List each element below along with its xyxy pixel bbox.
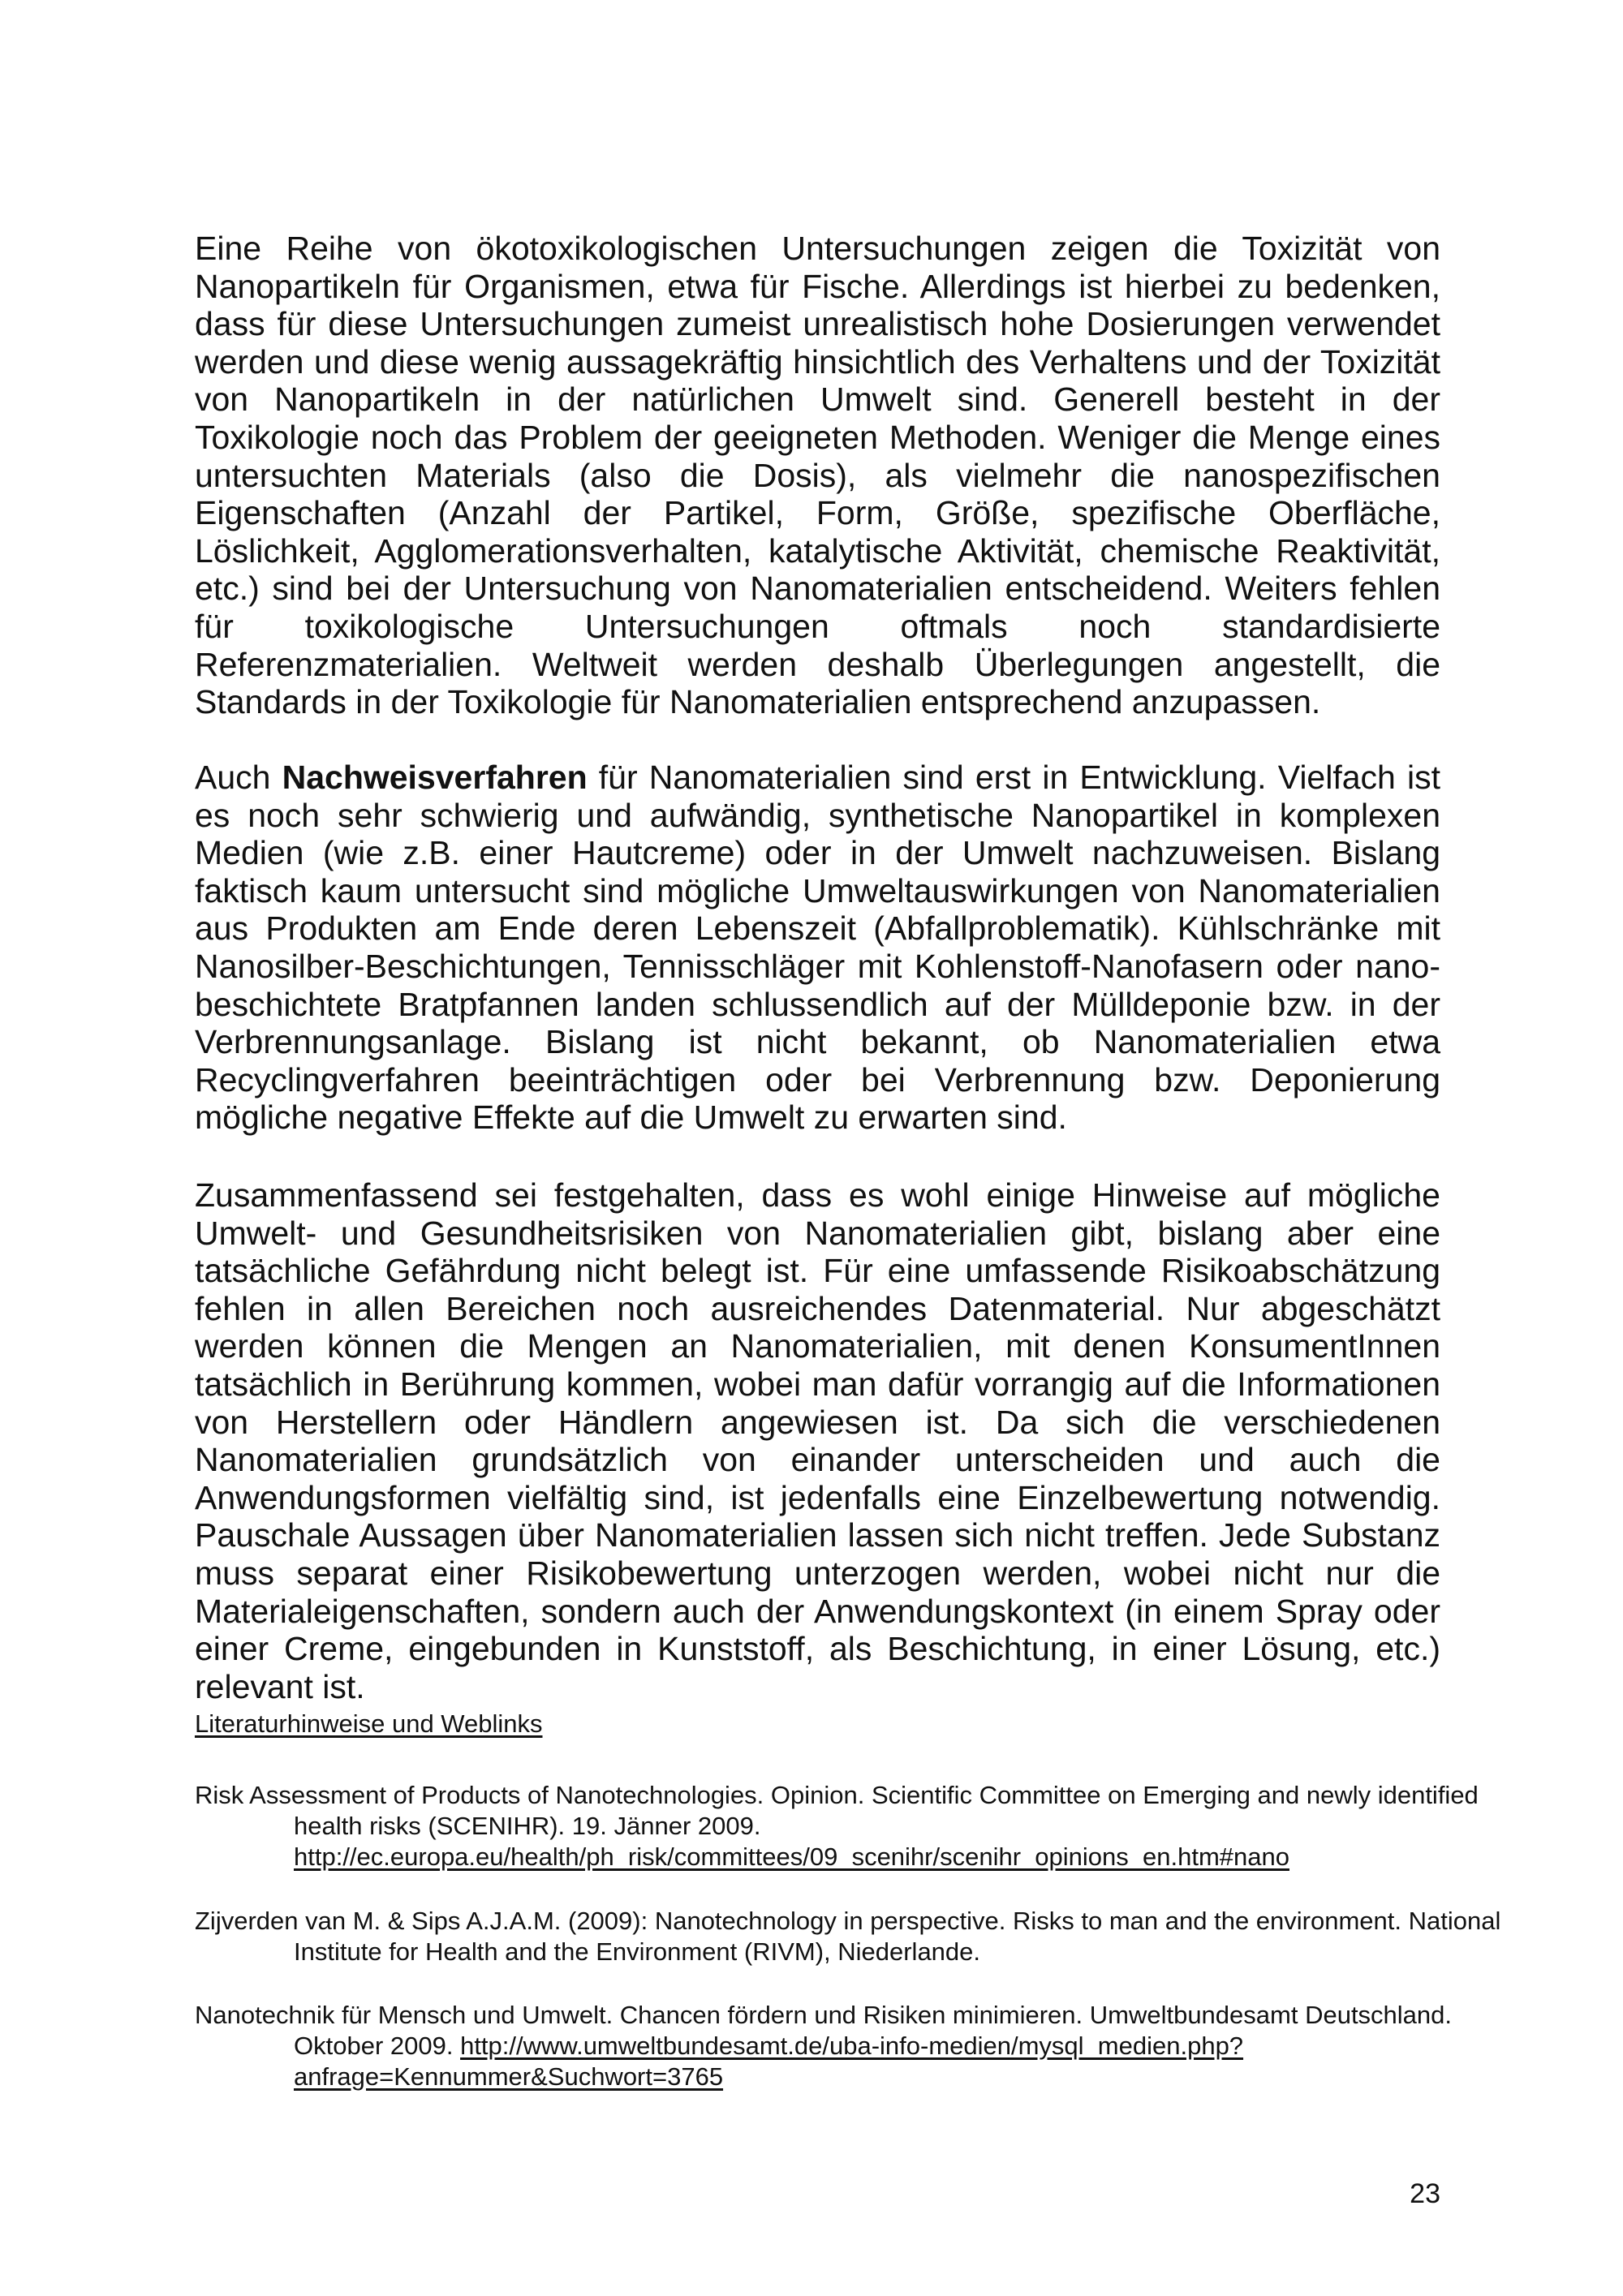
bold-term-nachweisverfahren: Nachweisverfahren — [282, 759, 588, 796]
reference-text: Zijverden van M. & Sips A.J.A.M. (2009): Nanotechnology in perspective. Risks to man and the environment. National Institute for Health and the Environment (RIVM), Niederlande. — [195, 1907, 1501, 1966]
reference-item-scenihr — [195, 1780, 1535, 1872]
page-number: 23 — [1410, 2178, 1440, 2209]
paragraph-detection-methods — [195, 759, 1440, 1137]
paragraph-summary: Zusammenfassend sei festgehalten, dass es wohl einige Hinweise auf mögliche Umwelt- und Gesundheitsrisiken von Nanomaterialien gibt, bislang aber eine tatsächliche Gefährdung nicht belegt ist. Für eine umfassende Risikoabschätzung fehlen in allen Bereichen noch ausreichendes Datenmaterial. Nur abgeschätzt werden können die Mengen an Nanomaterialien, mit denen KonsumentInnen tatsächlich in Berührung kommen, wobei man dafür vorrangig auf die Informationen von Herstellern oder Händlern angewiesen ist. Da sich die verschiedenen Nanomaterialien grundsätzlich von einander unterscheiden und auch die Anwendungsformen vielfältig sind, ist jedenfalls eine Einzelbewertung notwendig. Pauschale Aussagen über Nanomaterialien lassen sich nicht treffen. Jede Substanz muss separat einer Risikobewertung unterzogen werden, wobei nicht nur die Materialeigenschaften, sondern auch der Anwendungskontext (in einem Spray oder einer Creme, eingebunden in Kunststoff, als Beschichtung, in einer Lösung, etc.) relevant ist. — [195, 1176, 1440, 1705]
literature-heading: Literaturhinweise und Weblinks — [195, 1709, 543, 1738]
paragraph-body-text: für Nanomaterialien sind erst in Entwicklung. Vielfach ist es noch sehr schwierig und aufwändig, synthetische Nanopartikel in komplexen Medien (wie z.B. einer Hautcreme) oder in der Umwelt nachzuweisen. Bislang faktisch kaum untersucht sind mögliche Umweltauswirkungen von Nanomaterialien aus Produkten am Ende deren Lebenszeit (Abfallproblematik). Kühlschränke mit Nanosilber-Beschichtungen, Tennisschläger mit Kohlenstoff-Nanofasern oder nano-beschichtete Bratpfannen landen schlussendlich auf der Mülldeponie bzw. in der Verbrennungsanlage. Bislang ist nicht bekannt, ob Nanomaterialien etwa Recyclingverfahren beeinträchtigen oder bei Verbrennung bzw. Deponierung mögliche negative Effekte auf die Umwelt zu erwarten sind. — [195, 759, 1440, 1137]
paragraph-ecotoxicology: Eine Reihe von ökotoxikologischen Untersuchungen zeigen die Toxizität von Nanopartikeln für Organismen, etwa für Fische. Allerdings ist hierbei zu bedenken, dass für diese Untersuchungen zumeist unrealistisch hohe Dosierungen verwendet werden und diese wenig aussagekräftig hinsichtlich des Verhaltens und der Toxizität von Nanopartikeln in der natürlichen Umwelt sind. Generell besteht in der Toxikologie noch das Problem der geeigneten Methoden. Weniger die Menge eines untersuchten Materials (also die Dosis), als vielmehr die nanospezifischen Eigenschaften (Anzahl der Partikel, Form, Größe, spezifische Oberfläche, Löslichkeit, Agglomerationsverhalten, katalytische Aktivität, chemische Reaktivität, etc.) sind bei der Untersuchung von Nanomaterialien entscheidend. Weiters fehlen für toxikologische Untersuchungen oftmals noch standardisierte Referenzmaterialien. Weltweit werden deshalb Überlegungen angestellt, die Standards in der Toxikologie für Nanomaterialien entsprechend anzupassen. — [195, 230, 1440, 721]
reference-text: Nanotechnik für Mensch und Umwelt. Chancen fördern und Risiken minimieren. Umweltbundesamt Deutschland. Oktober 2009. — [195, 2001, 1453, 2060]
reference-link-scenihr[interactable]: http://ec.europa.eu/health/ph_risk/committees/09_scenihr/scenihr_opinions_en.htm#nano — [294, 1842, 1289, 1871]
reference-link-umweltbundesamt[interactable]: http://www.umweltbundesamt.de/uba-info-medien/mysql_medien.php?anfrage=Kennummer&Suchwort=3765 — [294, 2032, 1244, 2091]
reference-item-umweltbundesamt — [195, 2000, 1535, 2092]
reference-item-rivm — [195, 1906, 1535, 1967]
paragraph-lead-text: Auch — [195, 759, 282, 796]
reference-text: Risk Assessment of Products of Nanotechnologies. Opinion. Scientific Committee on Emerging and newly identified health risks (SCENIHR). 19. Jänner 2009. — [195, 1781, 1479, 1840]
